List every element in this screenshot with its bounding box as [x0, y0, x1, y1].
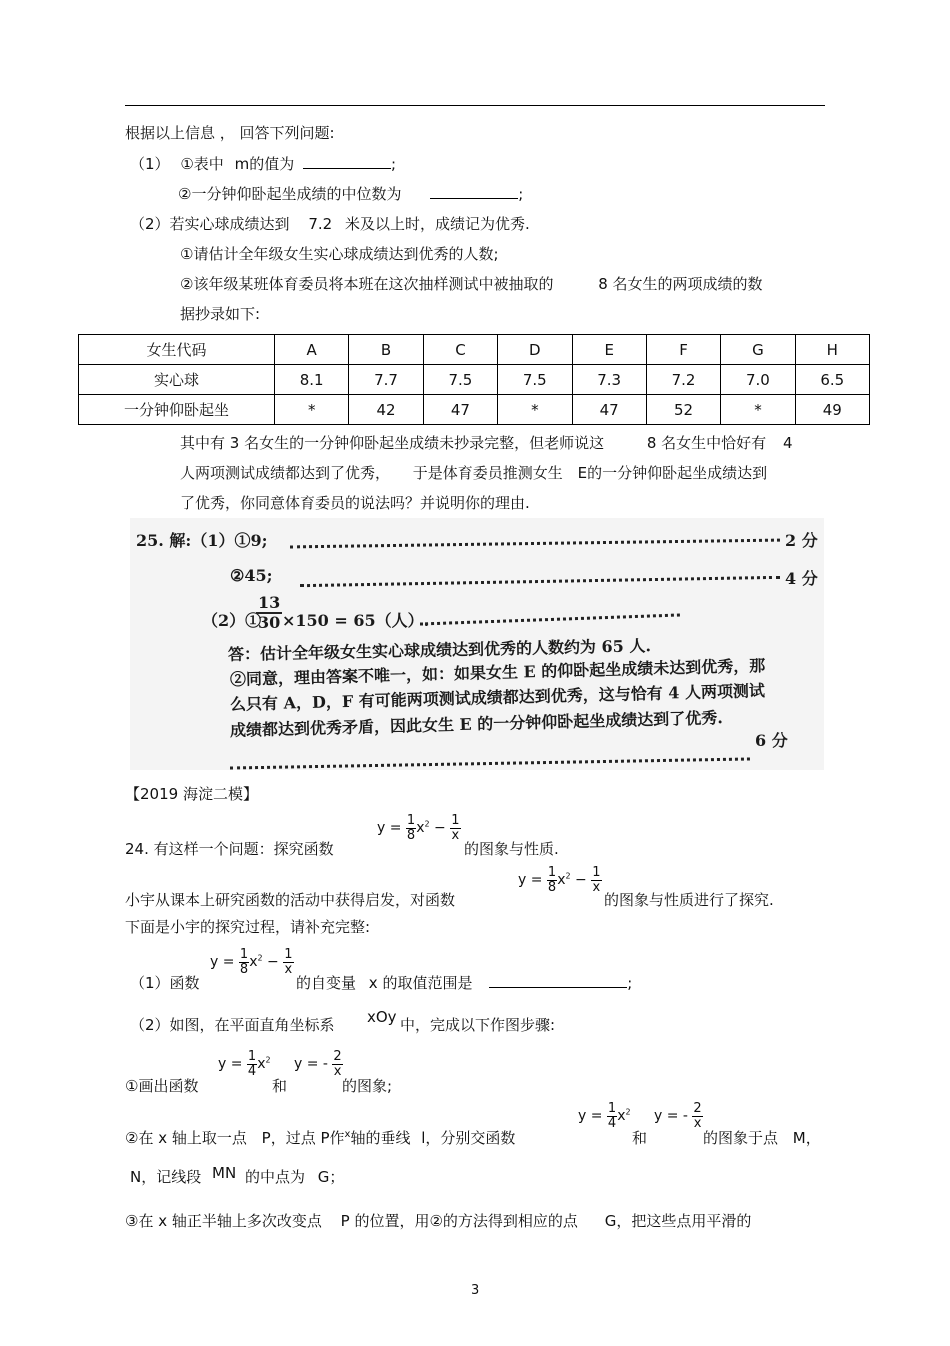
- p24-q1-end: ;: [627, 974, 633, 992]
- answer-line-b: ②同意，理由答案不唯一，如：如果女生 E 的仰卧起坐成绩未达到优秀，那: [229, 655, 766, 689]
- var-x: x: [557, 872, 566, 889]
- formula-y-eq-x2-over-4: [218, 1050, 271, 1078]
- answer-blank-domain[interactable]: [489, 972, 627, 988]
- num: 1: [406, 813, 416, 828]
- p24-q1-a: （1）函数: [130, 974, 200, 992]
- fraction-denominator: 30: [258, 612, 281, 632]
- answer-points-2: 4 分: [785, 569, 818, 588]
- minus: −: [575, 872, 587, 889]
- table-cell: 8.1: [275, 365, 349, 395]
- var-x: x: [249, 954, 258, 971]
- table-header-row: [79, 335, 870, 365]
- num: 1: [284, 947, 293, 962]
- table-header-cell: A: [275, 335, 349, 365]
- frac: [247, 1050, 257, 1078]
- p24-s2-tail: [703, 1127, 821, 1148]
- intro-text: 根据以上信息 ， 回答下列问题:: [125, 124, 335, 142]
- p24-s3-line: [130, 1166, 344, 1187]
- minus: −: [434, 820, 446, 837]
- after-table-line2: [180, 462, 767, 483]
- after-table-1b: 8 名女生中恰好有: [646, 434, 767, 452]
- den: 8: [547, 879, 557, 895]
- q2-sub2: [180, 273, 763, 294]
- formula-y: y =: [377, 820, 402, 837]
- p24-s2-a: ②在 x 轴上取一点: [125, 1129, 247, 1147]
- frac: [591, 866, 601, 894]
- table-header-cell: 女生代码: [79, 335, 275, 365]
- q1-label: （1）: [130, 155, 170, 173]
- q1-line-b: [178, 183, 523, 204]
- frac: [692, 1102, 702, 1130]
- p24-s4-a: ③在 x 轴正半轴上多次改变点: [125, 1212, 322, 1230]
- q2-line: [130, 213, 530, 234]
- num: 2: [333, 1049, 342, 1064]
- leader-dots: [230, 757, 750, 769]
- formula-y-eq-x2-over-4: [578, 1102, 631, 1130]
- score-table: [78, 334, 870, 425]
- p24-q2-b: 中，完成以下作图步骤:: [400, 1016, 556, 1034]
- p24-s2-p: P，过点: [261, 1129, 316, 1147]
- p24-q2-xoy: xOy: [367, 1008, 397, 1026]
- num: 1: [247, 1049, 257, 1064]
- answer-calc: ×150 = 65（人）.: [282, 611, 430, 630]
- formula-y-neg: y = -: [294, 1056, 328, 1073]
- p24-s1-and: 和: [272, 1077, 288, 1095]
- var-x: x: [416, 820, 425, 837]
- p24-s2-line: [125, 1127, 515, 1148]
- num: 1: [607, 1101, 617, 1116]
- frac: [239, 948, 249, 976]
- p24-s2-l: l: [421, 1129, 426, 1147]
- formula-y: y =: [210, 954, 235, 971]
- q1-a-var: m: [234, 155, 250, 173]
- p24-intro-b: 的图象与性质.: [464, 840, 559, 858]
- table-header-cell: C: [423, 335, 497, 365]
- table-cell: *: [721, 395, 795, 425]
- p24-s4-line: [125, 1210, 751, 1231]
- formula-y-eq-x2-over-8-minus-1-over-x: [210, 948, 294, 976]
- q2-sub2-c: 据抄录如下:: [180, 305, 261, 323]
- table-header-cell: D: [498, 335, 572, 365]
- p24-q1-c: x 的取值范围是: [368, 974, 473, 992]
- table-header-cell: B: [349, 335, 423, 365]
- after-table-2a: 人两项测试成绩都达到了优秀，: [180, 464, 391, 482]
- table-cell: 7.2: [646, 365, 720, 395]
- answer-fraction: [256, 594, 282, 631]
- answer-line-c: 么只有 A，D，F 有可能两项测试成绩都达到优秀，这与恰有 4 人两项测试: [229, 680, 766, 714]
- square: 2: [265, 1055, 271, 1065]
- answer-blank-median[interactable]: [430, 183, 518, 199]
- num: 1: [451, 813, 460, 828]
- formula-y-eq-neg-2-over-x: [654, 1102, 703, 1130]
- frac: [406, 814, 416, 842]
- p24-s2-x: x: [344, 1129, 351, 1140]
- den: 8: [406, 827, 416, 843]
- minus: −: [267, 954, 279, 971]
- formula-y-neg: y = -: [654, 1108, 688, 1125]
- square: 2: [257, 953, 263, 963]
- q2-suffix: 米及以上时，成绩记为优秀.: [344, 215, 530, 233]
- p24-s2-c: ，分别交函数: [425, 1129, 516, 1147]
- table-header-cell: G: [721, 335, 795, 365]
- table-cell: *: [275, 395, 349, 425]
- den: x: [333, 1063, 342, 1079]
- answer-points-3: 6 分: [755, 731, 788, 750]
- table-cell: 7.0: [721, 365, 795, 395]
- p24-q1-b: 的自变量: [296, 974, 357, 992]
- p24-s1-a: ①画出函数: [125, 1077, 199, 1095]
- table-row: [79, 365, 870, 395]
- p24-line2-a: 小宇从课本上研究函数的活动中获得启发，对函数: [125, 891, 456, 909]
- table-header-cell: H: [795, 335, 869, 365]
- table-cell: 47: [572, 395, 646, 425]
- num: 1: [239, 947, 249, 962]
- answer-line-d: 成绩都达到优秀矛盾，因此女生 E 的一分钟仰卧起坐成绩达到了优秀.: [229, 708, 724, 740]
- num: 1: [592, 865, 601, 880]
- den: x: [451, 827, 460, 843]
- p24-s3-n: N，记线段: [130, 1168, 202, 1186]
- q2-label: （2）若实心球成绩达到: [130, 215, 290, 233]
- den: x: [592, 879, 601, 895]
- p24-s4-g: G，把这些点用平滑的: [604, 1212, 752, 1230]
- answer-median: ②45;: [230, 566, 273, 585]
- after-table-line3: 了优秀，你同意体育委员的说法吗？并说明你的理由.: [180, 494, 530, 512]
- p24-s2-p2: P作: [320, 1129, 345, 1147]
- formula-y-eq-x2-over-8-minus-1-over-x: [377, 814, 461, 842]
- p24-s3-b: 的中点为: [244, 1168, 305, 1186]
- top-rule: [125, 105, 825, 106]
- formula-y: y =: [518, 872, 543, 889]
- p24-s2-m: M，: [792, 1129, 821, 1147]
- p24-s3-mn: MN: [212, 1164, 237, 1182]
- answer-blank-m[interactable]: [303, 153, 391, 169]
- frac: [547, 866, 557, 894]
- den: 4: [247, 1063, 257, 1079]
- after-table-1a: 其中有 3 名女生的一分钟仰卧起坐成绩未抄录完整，但老师说这: [180, 434, 605, 452]
- table-cell: 7.5: [423, 365, 497, 395]
- formula-y: y =: [578, 1108, 603, 1125]
- leader-dots: [420, 613, 680, 625]
- table-cell: 7.3: [572, 365, 646, 395]
- answer-points-1: 2 分: [785, 531, 818, 550]
- table-cell: 47: [423, 395, 497, 425]
- p24-s2-and: 和: [632, 1129, 648, 1147]
- table-cell: 实心球: [79, 365, 275, 395]
- q1-line-a: [130, 153, 396, 174]
- p24-line3: 下面是小宇的探究过程，请补充完整:: [125, 918, 371, 936]
- formula-y-eq-x2-over-8-minus-1-over-x: [518, 866, 602, 894]
- q2-value: 7.2: [308, 215, 333, 233]
- p24-s2-b: 轴的垂线: [350, 1129, 411, 1147]
- after-table-line1: [180, 432, 793, 453]
- p24-s2-d: 的图象于点: [703, 1129, 779, 1147]
- square: 2: [625, 1107, 631, 1117]
- q2-sub2-b: 8 名女生的两项成绩的数: [598, 275, 763, 293]
- table-cell: 7.7: [349, 365, 423, 395]
- p24-q1-line: [296, 972, 632, 993]
- leader-dots: [290, 539, 780, 549]
- p24-s3-g: G；: [317, 1168, 345, 1186]
- square: 2: [565, 871, 571, 881]
- p24-q2-a: （2）如图，在平面直角坐标系: [130, 1016, 335, 1034]
- answer-head: 25. 解:（1）①9;: [136, 531, 268, 550]
- q2-sub1: ①请估计全年级女生实心球成绩达到优秀的人数;: [180, 245, 499, 263]
- num: 2: [693, 1101, 702, 1116]
- answer-q2-label: （2）①: [202, 611, 262, 630]
- table-header-cell: E: [572, 335, 646, 365]
- page-number: 3: [471, 1283, 480, 1298]
- table-row: [79, 395, 870, 425]
- frac: [450, 814, 460, 842]
- den: 8: [239, 961, 249, 977]
- q1-semicolon-b: ;: [518, 185, 524, 203]
- table-cell: *: [498, 395, 572, 425]
- p24-intro-a: 24. 有这样一个问题：探究函数: [125, 840, 334, 858]
- q1-a-prefix: ①表中: [180, 155, 224, 173]
- after-table-2b: 于是体育委员推测女生: [412, 464, 563, 482]
- table-cell: 6.5: [795, 365, 869, 395]
- num: 1: [547, 865, 557, 880]
- var-x: x: [257, 1056, 266, 1073]
- frac: [607, 1102, 617, 1130]
- formula-y-eq-neg-2-over-x: [294, 1050, 343, 1078]
- den: x: [693, 1115, 702, 1131]
- p24-s4-p: P 的位置，用②的方法得到相应的点: [340, 1212, 578, 1230]
- leader-dots: [300, 576, 780, 587]
- table-cell: 52: [646, 395, 720, 425]
- table-cell: 7.5: [498, 365, 572, 395]
- source-tag: 【2019 海淀二模】: [125, 785, 258, 803]
- q2-sub2-a: ②该年级某班体育委员将本班在这次抽样测试中被抽取的: [180, 275, 554, 293]
- after-table-2c: E的一分钟仰卧起坐成绩达到: [577, 464, 768, 482]
- after-table-1c: 4: [782, 434, 793, 452]
- q1-a-suffix: 的值为: [249, 155, 295, 173]
- answer-scan: [130, 518, 824, 770]
- den: 4: [607, 1115, 617, 1131]
- den: x: [284, 961, 293, 977]
- table-cell: 49: [795, 395, 869, 425]
- p24-line2-b: 的图象与性质进行了探究.: [604, 891, 774, 909]
- fraction-numerator: 13: [258, 593, 281, 612]
- q1-semicolon-a: ;: [390, 155, 397, 173]
- square: 2: [424, 819, 430, 829]
- var-x: x: [617, 1108, 626, 1125]
- p24-s1-b: 的图象;: [342, 1077, 393, 1095]
- q1-b-text: ②一分钟仰卧起坐成绩的中位数为: [178, 185, 402, 203]
- table-header-cell: F: [646, 335, 720, 365]
- formula-y: y =: [218, 1056, 243, 1073]
- answer-line-a: 答：估计全年级女生实心球成绩达到优秀的人数约为 65 人.: [227, 636, 652, 664]
- frac: [283, 948, 293, 976]
- table-cell: 一分钟仰卧起坐: [79, 395, 275, 425]
- table-cell: 42: [349, 395, 423, 425]
